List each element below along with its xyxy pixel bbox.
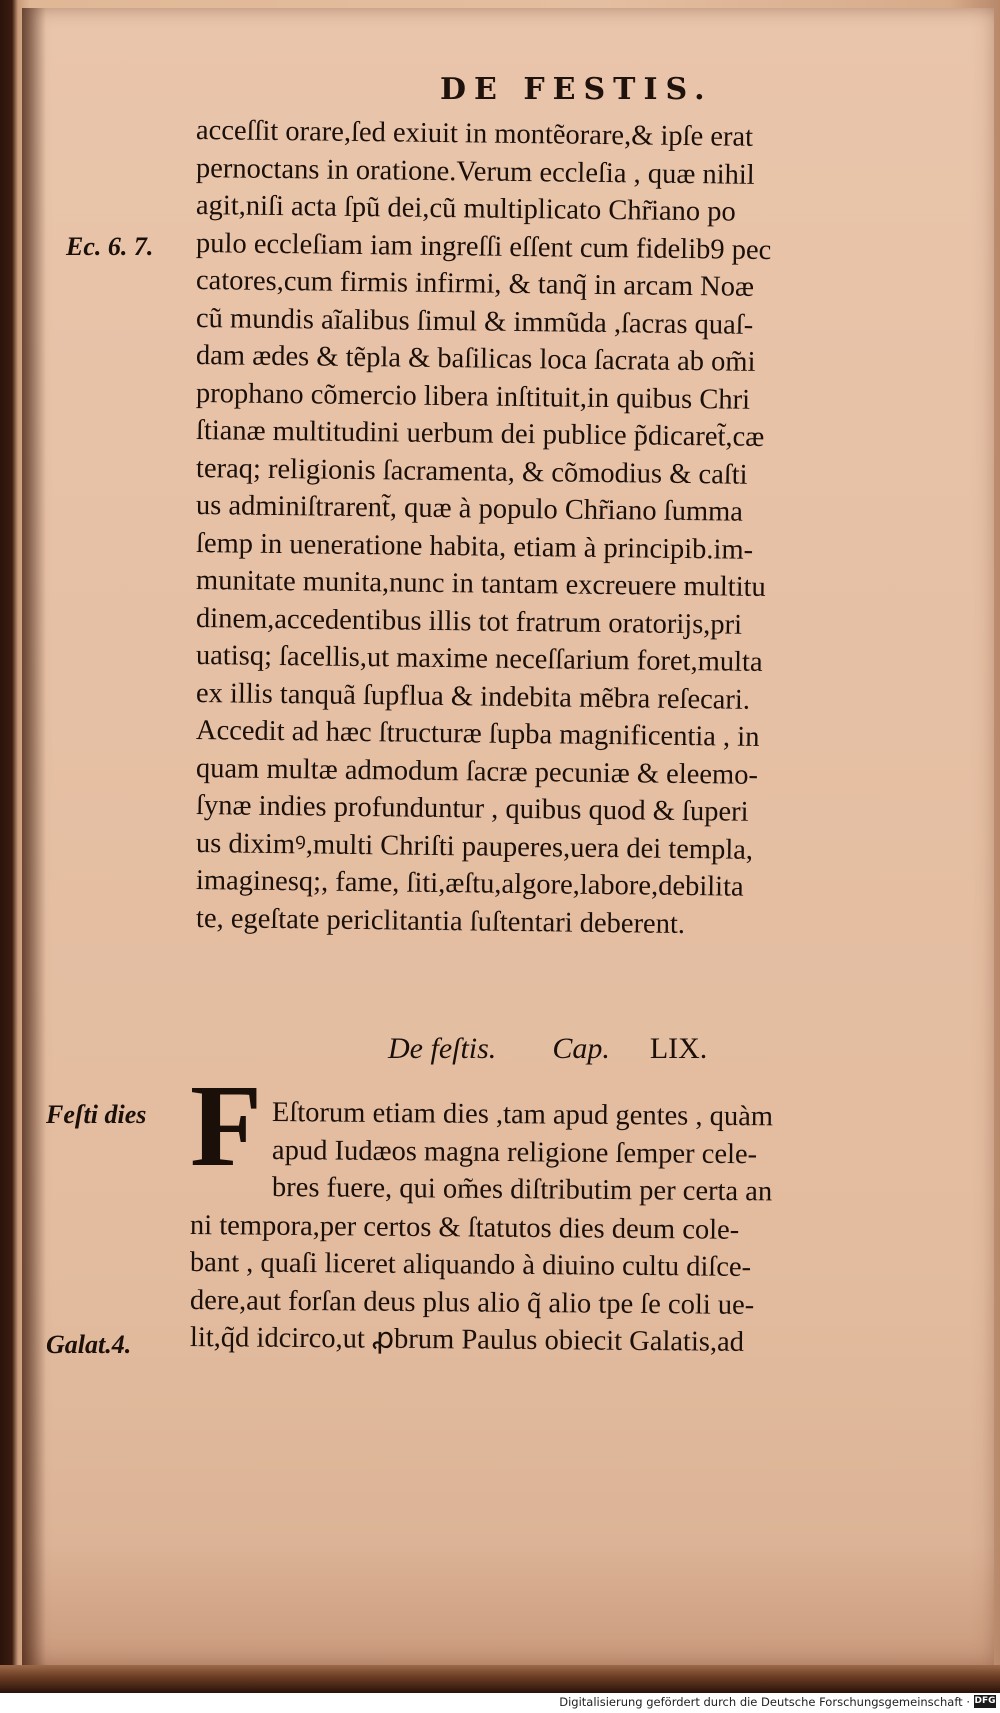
text-line: us adminiſtrarent̃, quæ à populo Chr̃iano ſumma [195,490,744,528]
text-line: bres fuere, qui om̃es diſtributim per certa an [271,1172,773,1208]
text-line: ni tempora,per certos & ſtatutos dies deum cole- [189,1209,740,1246]
text-line: pulo eccleſiam iam ingreſſi eſſent cum fidelib9 pec [195,227,772,266]
text-line: ſtianæ multitudini uerbum dei publice p̃dicaret̃,cæ [195,415,765,453]
text-line: dere,aut forſan deus plus alio q̃ alio tpe ſe coli ue- [189,1284,755,1321]
text-line: munitate munita,nunc in tantam excreuere multitu [195,565,766,603]
chapter-label: Cap. [552,1032,610,1065]
chapter-text-block [189,1094,952,1358]
margin-note-galatians: Galat.4. [46,1330,132,1359]
margin-note-ecclesiasticus: Ec. 6. 7. [66,232,154,261]
body-text-block [195,112,956,940]
text-line: cũ mundis aĩalibus ſimul & immũda ,ſacras quaſ- [195,302,754,341]
text-line: dam ædes & tẽpla & baſilicas loca ſacrata ab om̃i [195,340,756,378]
text-line: acceſſit orare,ſed exiuit in montẽorare,& ipſe erat [195,115,754,153]
text-line: imaginesq;, fame, ſiti,æſtu,algore,labore,debilita [195,865,744,903]
text-line: teraq; religionis ſacramenta, & cõmodius & caſti [195,452,748,491]
text-line: pernoctans in oratione.Verum eccleſia , quæ nihil [195,152,755,191]
text-line: lit,q̃d idcirco,ut ꝓbrum Paulus obiecit Galatis,ad [189,1322,745,1358]
chapter-title: De feſtis. [388,1032,497,1065]
footer-credit-text: Digitalisierung gefördert durch die Deutsche Forschungsgemeinschaft · [559,1695,970,1709]
text-line: agit,niſi acta ſpũ dei,cũ multiplicato Chr̃iano po [195,190,736,228]
text-line: bant , quaſi liceret aliquando à diuino cultu diſce- [189,1247,752,1283]
text-line: ſynæ indies profunduntur , quibus quod & ſuperi [195,790,749,828]
text-line: Accedit ad hæc ſtructuræ ſupba magnificentia , in [195,715,760,753]
text-line: apud Iudæos magna religione ſemper cele- [271,1134,758,1170]
running-title: DE FESTIS. [440,72,713,107]
text-line: uatisq; ſacellis,ut maxime neceſſarium foret,multa [195,640,763,678]
book-bottom-edge [0,1665,1000,1693]
text-line: catores,cum firmis infirmi, & tanq̃ in arcam Noæ [195,265,755,303]
text-line: ſemp in ueneratione habita, etiam à principib.im- [195,527,754,566]
chapter-number: LIX. [649,1032,708,1065]
text-line: prophano cõmercio libera inſtituit,in quibus Chri [195,377,751,416]
text-line: dinem,accedentibus illis tot fratrum oratorijs,pri [195,602,743,641]
text-line: us diximꝰ,multi Chriſti pauperes,uera dei templa, [195,827,754,866]
text-line: ex illis tanquã ſupflua & indebita mẽbra reſecari. [195,677,751,716]
text-line: te, egeſtate periclitantia ſuſtentari deberent. [195,902,686,940]
drop-cap-initial: F [190,1060,263,1191]
spine-shadow [22,8,46,1678]
chapter-heading [388,1032,707,1066]
dfg-logo: DFG [974,1696,996,1706]
margin-note-festi-dies: Feſti dies [46,1100,147,1129]
text-line: Eſtorum etiam dies ,tam apud gentes , quàm [271,1097,774,1133]
text-line: quam multæ admodum ſacræ pecuniæ & eleemo- [195,752,759,791]
digitization-footer [0,1693,1000,1713]
